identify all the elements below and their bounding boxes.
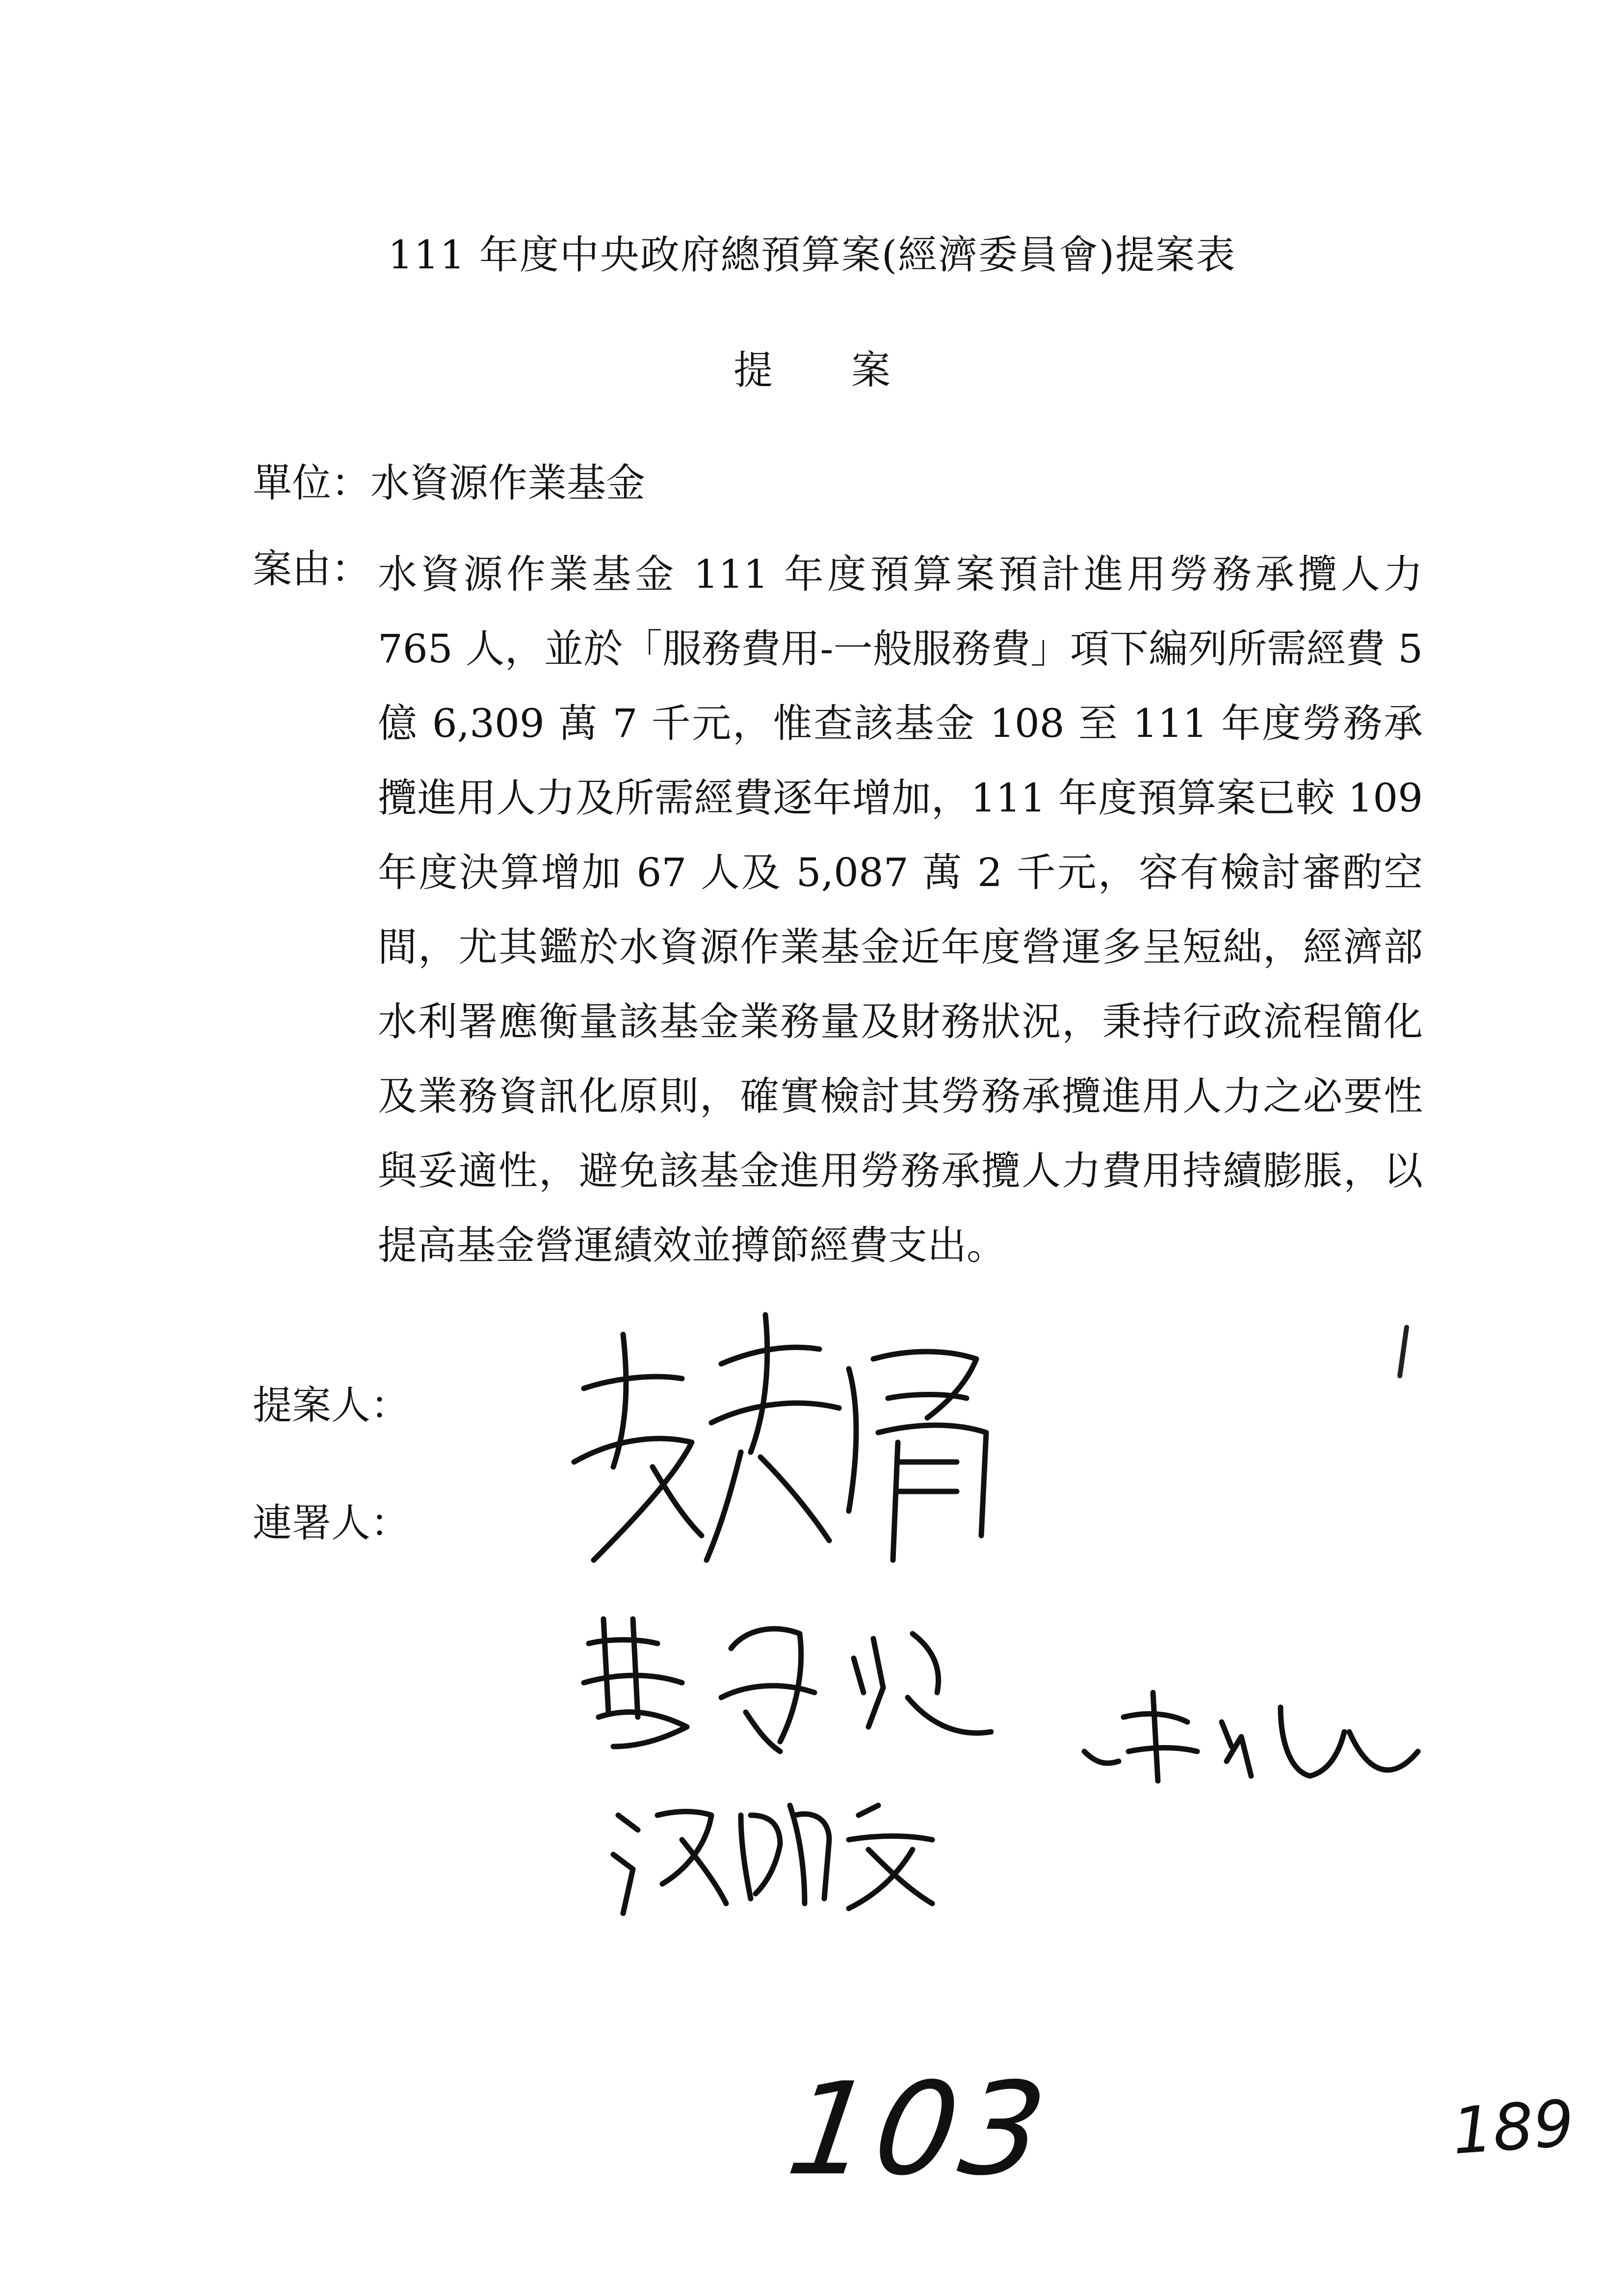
cosigner-label: 連署人：: [253, 1500, 410, 1546]
document-subtitle: 提案: [733, 347, 969, 393]
proposer-signature: [554, 1305, 1025, 1580]
unit-row: [253, 451, 645, 508]
proposer-label: 提案人：: [253, 1383, 410, 1428]
cosigner-signature-1: [569, 1599, 1001, 1766]
unit-label: 單位：: [253, 460, 370, 506]
cosigner-signature-2: [1074, 1678, 1428, 1796]
cosigner-signature-3: [603, 1786, 947, 1923]
unit-value: 水資源作業基金: [370, 460, 645, 506]
handwritten-page-number: 103: [779, 2056, 1059, 2204]
handwritten-corner-number: 189: [1450, 2086, 1577, 2169]
reason-label: 案由：: [253, 546, 370, 592]
document-title: 111 年度中央政府總預算案(經濟委員會)提案表: [388, 232, 1236, 278]
reason-text: 水資源作業基金 111 年度預算案預計進用勞務承攬人力 765 人，並於「服務費用-一般服務費」項下編列所需經費 5 億 6,309 萬 7 千元，惟查該基金 108 至 111 年度勞務承攬進用人力及所需經費逐年增加，111 年度預算案已較 109 年度決算增加 67 人及 5,087 萬 2 千元，容有檢討審酌空間，尤其鑑於水資源作業基金近年度營運多呈短絀，經濟部水利署應衡量該基金業務量及財務狀況，秉持行政流程簡化及業務資訊化原則，確實檢討其勞務承攬進用人力之必要性與妥適性，避免該基金進用勞務承攬人力費用持續膨脹，以提高基金營運績效並撙節經費支出。: [378, 551, 1423, 1268]
stray-pen-mark: [1397, 1325, 1409, 1379]
